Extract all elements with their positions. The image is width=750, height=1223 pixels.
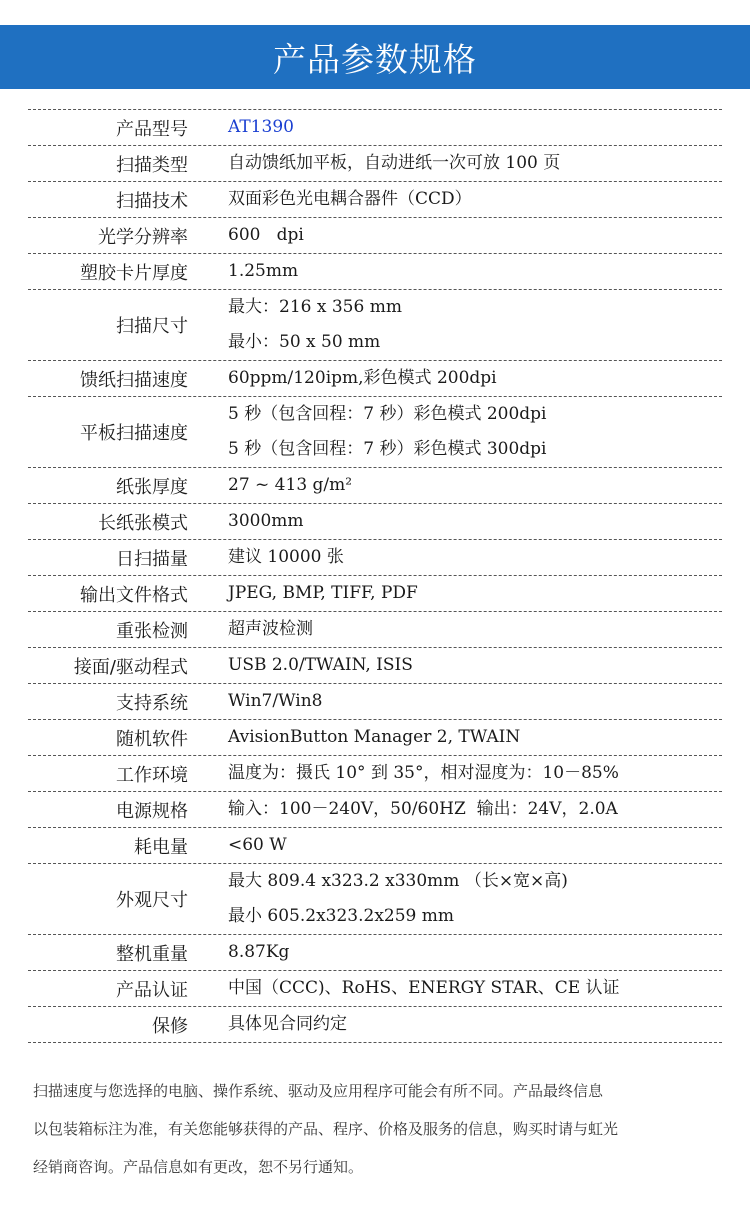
spec-row [28, 110, 722, 146]
spec-value: Win7/Win8 [228, 691, 323, 711]
spec-table [28, 109, 722, 1043]
spec-value: 输入：100－240V，50/60HZ 输出：24V，2.0A [228, 799, 618, 819]
spec-label: 产品认证 [116, 979, 188, 1001]
spec-label: 重张检测 [116, 620, 188, 642]
spec-row [28, 756, 722, 792]
spec-value: AT1390 [228, 117, 294, 137]
note-line: 经销商咨询。产品信息如有更改，恕不另行通知。 [33, 1158, 364, 1176]
spec-row [28, 684, 722, 720]
spec-value: <60 W [228, 835, 287, 855]
spec-values [228, 361, 497, 396]
spec-values [228, 540, 344, 575]
spec-value: 600 dpi [228, 225, 304, 245]
note-line: 扫描速度与您选择的电脑、操作系统、驱动及应用程序可能会有所不同。产品最终信息 [33, 1082, 604, 1100]
spec-value: 最小 605.2x323.2x259 mm [228, 906, 455, 926]
spec-values [228, 218, 304, 253]
spec-row [28, 182, 722, 218]
spec-row [28, 648, 722, 684]
spec-label: 耗电量 [134, 836, 188, 858]
spec-values [228, 146, 560, 181]
spec-values [228, 720, 520, 755]
spec-value: 温度为：摄氏 10° 到 35°，相对湿度为：10－85% [228, 763, 619, 783]
spec-value: 5 秒（包含回程：7 秒）彩色模式 300dpi [228, 439, 547, 459]
spec-row [28, 935, 722, 971]
spec-value: 27 ~ 413 g/m² [228, 475, 353, 495]
spec-value: 超声波检测 [228, 619, 313, 639]
spec-label: 接面/驱动程式 [73, 656, 188, 678]
note-line: 以包装箱标注为准，有关您能够获得的产品、程序、价格及服务的信息，购买时请与虹光 [33, 1120, 619, 1138]
spec-row [28, 218, 722, 254]
spec-value: 中国（CCC)、RoHS、ENERGY STAR、CE 认证 [228, 978, 620, 998]
spec-values [228, 254, 298, 289]
spec-row [28, 720, 722, 756]
spec-label: 保修 [152, 1015, 188, 1037]
spec-label: 随机软件 [116, 728, 188, 750]
spec-label: 馈纸扫描速度 [80, 369, 188, 391]
spec-row [28, 971, 722, 1007]
spec-value: 3000mm [228, 511, 304, 531]
spec-values [228, 182, 472, 217]
spec-row [28, 397, 722, 468]
spec-values [228, 1007, 347, 1042]
spec-label: 扫描技术 [116, 190, 188, 212]
spec-label: 长纸张模式 [98, 512, 188, 534]
spec-value: USB 2.0/TWAIN, ISIS [228, 655, 413, 675]
spec-values [228, 290, 402, 360]
spec-value: 最大 809.4 x323.2 x330mm （长×宽×高) [228, 871, 568, 891]
spec-value: 60ppm/120ipm,彩色模式 200dpi [228, 368, 497, 388]
spec-row [28, 792, 722, 828]
spec-label: 整机重量 [116, 943, 188, 965]
spec-row [28, 1007, 722, 1043]
spec-label: 电源规格 [116, 800, 188, 822]
spec-row [28, 576, 722, 612]
spec-value: 双面彩色光电耦合器件（CCD） [228, 189, 472, 209]
spec-label: 平板扫描速度 [80, 423, 188, 444]
spec-label: 日扫描量 [116, 548, 188, 570]
spec-row [28, 612, 722, 648]
spec-value: AvisionButton Manager 2, TWAIN [228, 727, 521, 747]
spec-label: 外观尺寸 [116, 890, 188, 911]
spec-row [28, 468, 722, 504]
spec-values [228, 864, 568, 934]
spec-values [228, 110, 294, 145]
spec-label: 纸张厚度 [116, 476, 188, 498]
spec-row [28, 864, 722, 935]
disclaimer-notes [33, 1072, 723, 1186]
spec-values [228, 397, 547, 467]
spec-values [228, 648, 413, 683]
spec-value: 最小：50 x 50 mm [228, 332, 381, 352]
page-title: 产品参数规格 [273, 39, 477, 79]
spec-label: 扫描尺寸 [116, 316, 188, 337]
spec-row [28, 290, 722, 361]
spec-row [28, 361, 722, 397]
spec-value: 最大：216 x 356 mm [228, 297, 402, 317]
spec-row [28, 254, 722, 290]
spec-values [228, 935, 289, 970]
spec-value: 具体见合同约定 [228, 1014, 347, 1034]
spec-values [228, 684, 322, 719]
spec-values [228, 756, 619, 791]
spec-value: 建议 10000 张 [228, 547, 344, 567]
spec-label: 支持系统 [116, 692, 188, 714]
spec-row [28, 146, 722, 182]
spec-label: 工作环境 [116, 764, 188, 786]
spec-label: 扫描类型 [116, 154, 188, 176]
spec-label: 输出文件格式 [80, 584, 188, 606]
spec-values [228, 468, 352, 503]
page-title-banner [0, 25, 750, 89]
spec-label: 塑胶卡片厚度 [80, 262, 188, 284]
spec-value: 1.25mm [228, 261, 299, 281]
spec-row [28, 504, 722, 540]
spec-value: 5 秒（包含回程：7 秒）彩色模式 200dpi [228, 404, 547, 424]
spec-value: 自动馈纸加平板，自动进纸一次可放 100 页 [228, 153, 561, 173]
spec-values [228, 576, 418, 611]
spec-value: 8.87Kg [228, 942, 290, 962]
spec-row [28, 540, 722, 576]
spec-label: 光学分辨率 [98, 226, 188, 248]
spec-label: 产品型号 [116, 118, 188, 140]
spec-values [228, 828, 287, 863]
spec-values [228, 504, 304, 539]
spec-values [228, 971, 620, 1006]
spec-values [228, 792, 618, 827]
spec-row [28, 828, 722, 864]
spec-values [228, 612, 313, 647]
spec-value: JPEG, BMP, TIFF, PDF [228, 583, 418, 603]
